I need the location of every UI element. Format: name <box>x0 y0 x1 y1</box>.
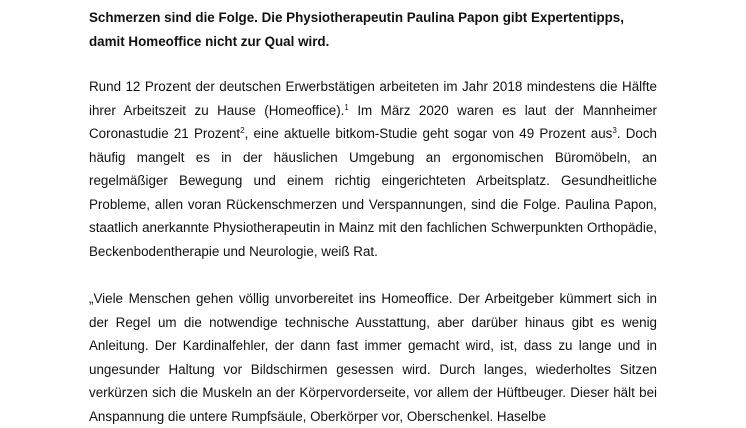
paragraph1-sentence-1: Rund 12 Prozent der deutschen Erwerbstätigen arbeiteten im Jahr 2018 mindestens die Hälfte ihrer Arbeitszeit zu Hause (Homeoffice). <box>89 79 657 118</box>
paragraph1-sentence-4: . Doch häufig mangelt es in der häuslichen Umgebung an ergonomischen Büromöbeln, an regelmäßiger Bewegung und einem richtig eingerichteten Arbeitsplatz. Gesundheitliche Probleme, allen voran Rückenschmerzen und Verspannungen, sind die Folge. Paulina Papon, staatlich anerkannte Physiotherapeutin in Mainz mit den fachlichen Schwerpunkten Orthopädie, Beckenbodentherapie und Neurologie, weiß Rat. <box>89 126 657 259</box>
body-paragraph-2 <box>89 287 657 428</box>
lead-text <box>89 6 657 53</box>
lead-line-2: damit Homeoffice nicht zur Qual wird. <box>89 33 330 49</box>
body-paragraph-1 <box>89 75 657 263</box>
paragraph1-sentence-3: , eine aktuelle bitkom-Studie geht sogar von 49 Prozent aus <box>244 126 613 141</box>
lead-line-1: Schmerzen sind die Folge. Die Physiotherapeutin Paulina Papon gibt Expertentipps, <box>89 10 624 25</box>
footnote-ref-1[interactable]: 1 <box>344 102 349 112</box>
paragraph1-sentence-2: Im März 2020 waren es laut der Mannheimer Coronastudie 21 Prozent <box>89 102 657 141</box>
footnote-ref-2[interactable]: 2 <box>240 126 245 135</box>
footnote-ref-3[interactable]: 3 <box>612 126 617 135</box>
paragraph2-text: „Viele Menschen gehen völlig unvorbereitet ins Homeoffice. Der Arbeitgeber kümmert sich in der Regel um die notwendige technische Ausstattung, aber darüber hinaus gibt es wenig Anleitung. Der Kardinalfehler, der dann fast immer gemacht wird, ist, dass zu lange und in ungesunder Haltung vor Bildschirmen gesessen wird. Durch langes, wiederholtes Sitzen verkürzen sich die Muskeln an der Körpervorderseite, vor allem der Hüftbeuger. Dieser hält bei Anspannung die untere Rumpfsäule, Oberkörper vor, Oberschenkel. Haselbe <box>89 291 657 424</box>
